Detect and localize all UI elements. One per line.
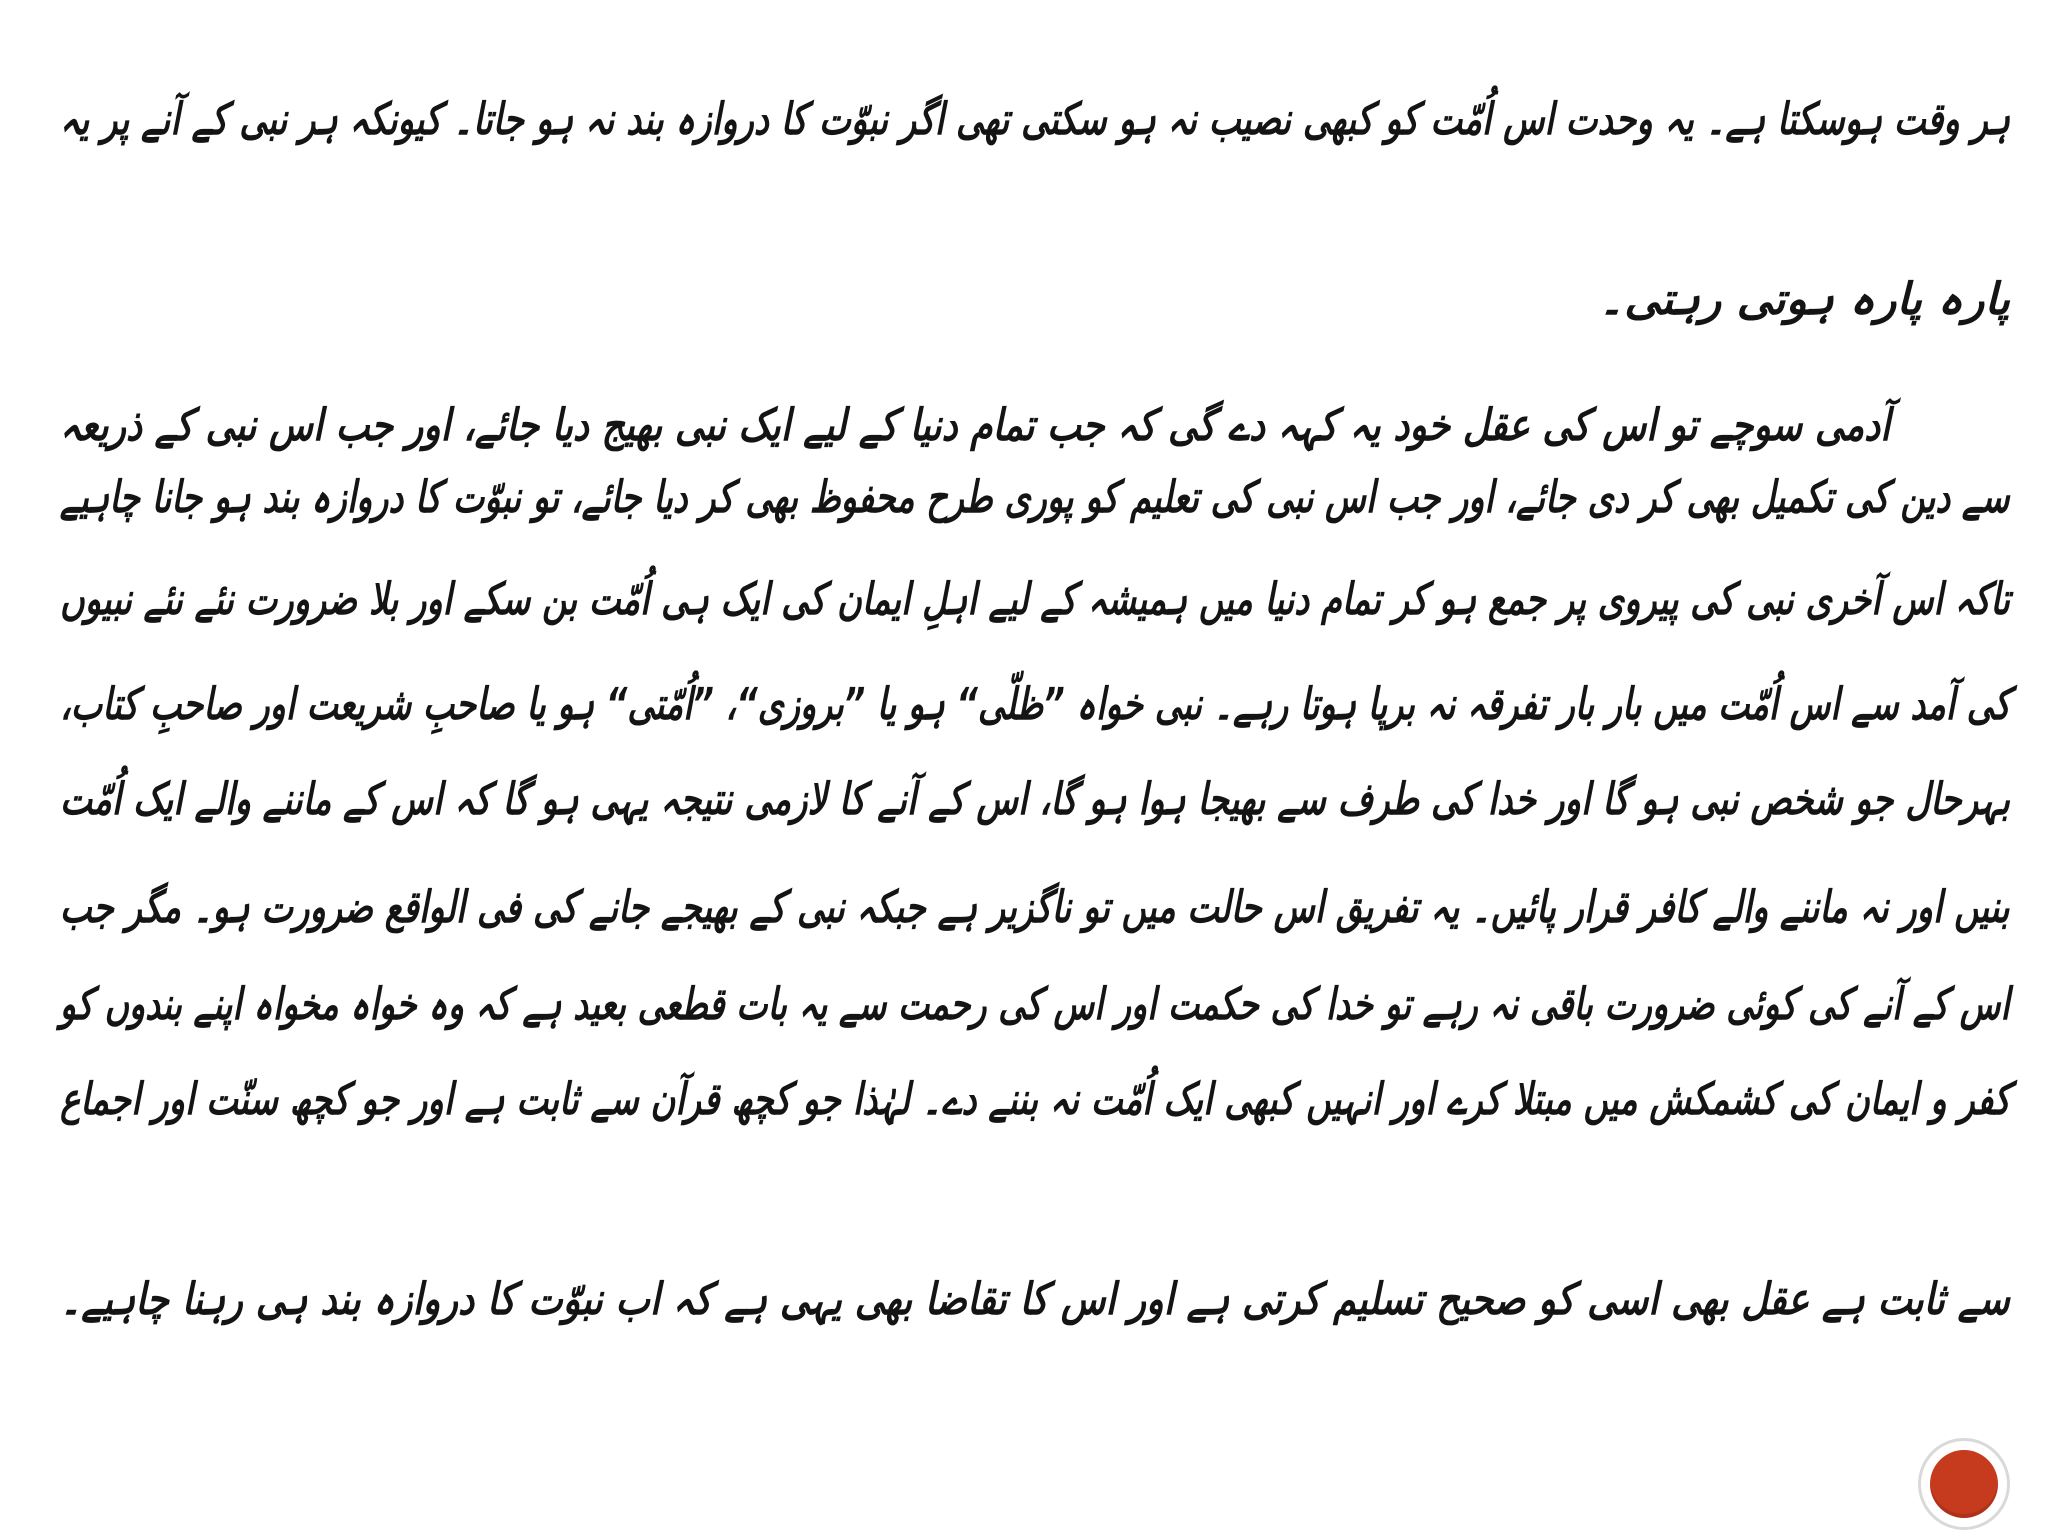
- text-line-3: آدمی سوچے تو اس کی عقل خود یہ کہہ دے گی کہ جب تمام دنیا کے لیے ایک نبی بھیج دیا جائے، اور جب اس نبی کے ذریعہ: [59, 400, 1890, 451]
- text-line-4: سے دین کی تکمیل بھی کر دی جائے، اور جب اس نبی کی تعلیم کو پوری طرح محفوظ بھی کر دیا جائے، تو نبوّت کا دروازہ بند ہو جانا چاہیے: [60, 472, 2010, 523]
- text-line-7: بہرحال جو شخص نبی ہو گا اور خدا کی طرف سے بھیجا ہوا ہو گا، اس کے آنے کا لازمی نتیجہ یہی ہو گا کہ اس کے ماننے والے ایک اُمّت: [59, 774, 2010, 825]
- text-line-9: اس کے آنے کی کوئی ضرورت باقی نہ رہے تو خدا کی حکمت اور اس کی رحمت سے یہ بات قطعی بعید ہے کہ وہ خواہ مخواہ اپنے بندوں کو: [60, 979, 2010, 1030]
- text-line-1: ہر وقت ہوسکتا ہے۔ یہ وحدت اس اُمّت کو کبھی نصیب نہ ہو سکتی تھی اگر نبوّت کا دروازہ بند نہ ہو جاتا۔ کیونکہ ہر نبی کے آنے پر یہ: [59, 94, 2010, 145]
- text-line-10: کفر و ایمان کی کشمکش میں مبتلا کرے اور انہیں کبھی ایک اُمّت نہ بننے دے۔ لہٰذا جو کچھ قرآن سے ثابت ہے اور جو کچھ سنّت اور اجماع: [59, 1074, 2010, 1125]
- text-line-2: پارہ پارہ ہوتی رہتی۔: [1598, 274, 2010, 325]
- urdu-text-block: [60, 70, 2010, 1450]
- text-line-5: تاکہ اس آخری نبی کی پیروی پر جمع ہو کر تمام دنیا میں ہمیشہ کے لیے اہلِ ایمان کی ایک ہی اُمّت بن سکے اور بلا ضرورت نئے نئے نبیوں: [59, 574, 2010, 625]
- text-line-8: بنیں اور نہ ماننے والے کافر قرار پائیں۔ یہ تفریق اس حالت میں تو ناگزیر ہے جبکہ نبی کے بھیجے جانے کی فی الواقع ضرورت ہو۔ مگر جب: [60, 882, 2010, 933]
- text-line-11: سے ثابت ہے عقل بھی اسی کو صحیح تسلیم کرتی ہے اور اس کا تقاضا بھی یہی ہے کہ اب نبوّت کا دروازہ بند ہی رہنا چاہیے۔: [60, 1274, 2010, 1325]
- badge-circle: [1930, 1450, 1998, 1518]
- slide-number-badge-icon: [1918, 1438, 2010, 1530]
- text-line-6: کی آمد سے اس اُمّت میں بار بار تفرقہ نہ برپا ہوتا رہے۔ نبی خواہ ”ظلّی“ ہو یا ”بروزی“، ”اُمّتی“ ہو یا صاحبِ شریعت اور صاحبِ کتاب،: [59, 679, 2010, 730]
